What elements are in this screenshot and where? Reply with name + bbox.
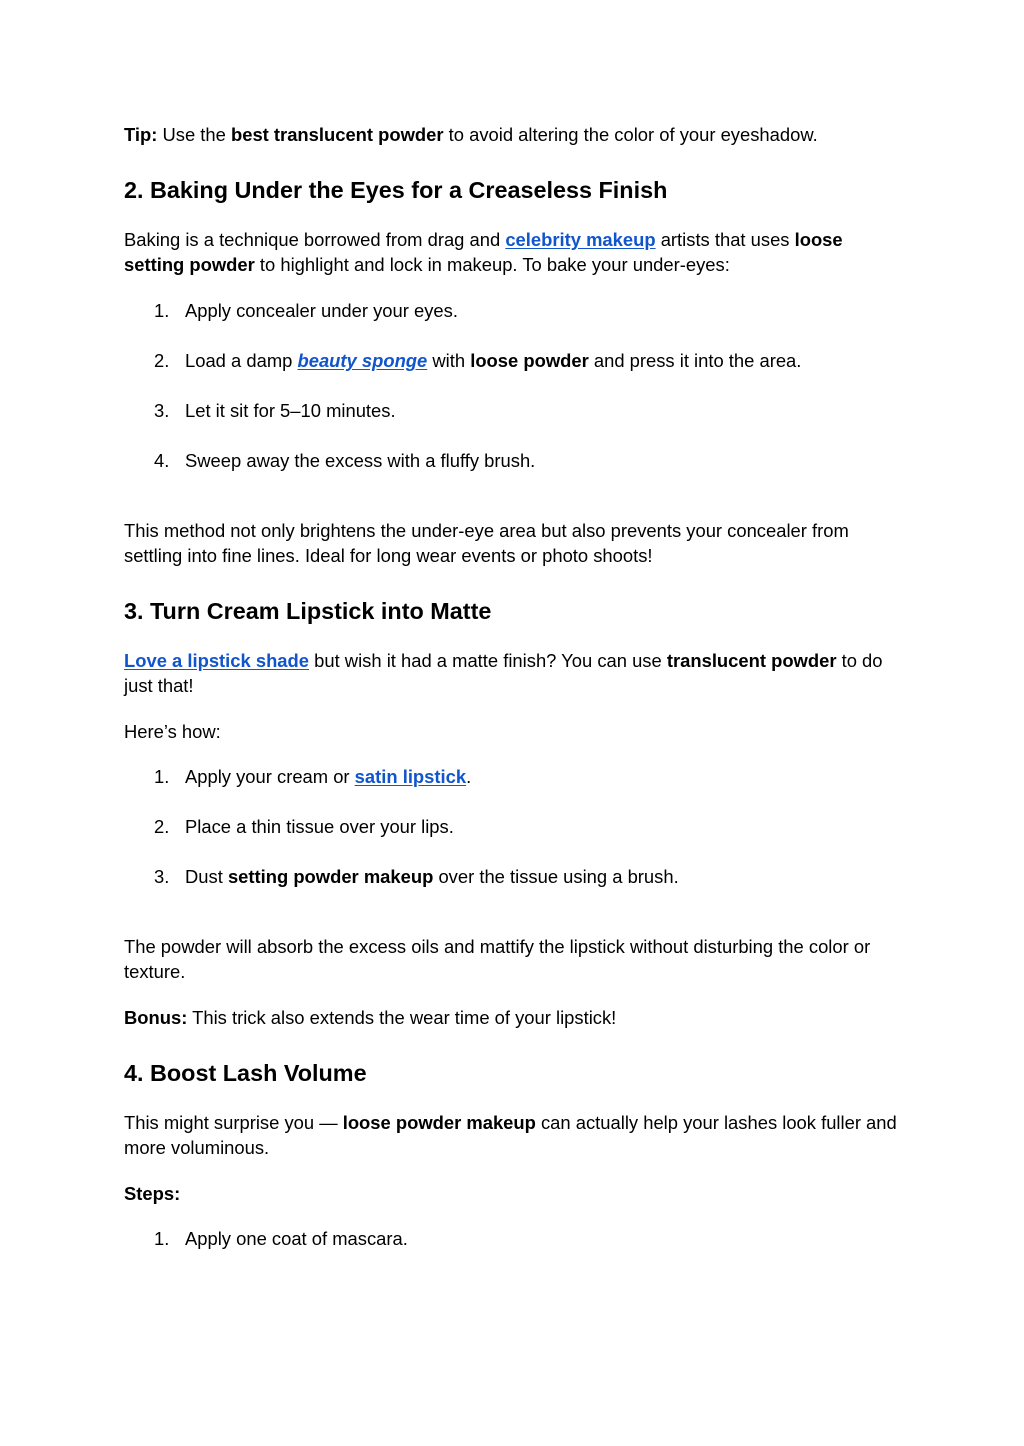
- section-3-intro-text-2: to do just that!: [124, 650, 883, 696]
- list-text-part: and press it into the area.: [588, 350, 802, 371]
- list-number: 1.: [154, 300, 170, 321]
- list-number: 1.: [154, 1228, 170, 1249]
- list-number: 3.: [154, 400, 170, 421]
- list-text: Let it sit for 5–10 minutes.: [185, 400, 396, 421]
- section-3-intro-bold: translucent powder: [666, 650, 837, 671]
- section-4-intro-bold: loose powder makeup: [342, 1112, 536, 1133]
- section-4-intro: [124, 1110, 904, 1160]
- section-3-intro: [124, 648, 904, 698]
- satin-lipstick-link[interactable]: satin lipstick: [354, 766, 467, 787]
- section-3-heading: 3. Turn Cream Lipstick into Matte: [124, 598, 492, 624]
- list-text: Apply one coat of mascara.: [185, 1228, 408, 1249]
- bonus-text: This trick also extends the wear time of your lipstick!: [187, 1007, 617, 1028]
- section-2-intro: [124, 227, 904, 277]
- tip-text-2: to avoid altering the color of your eyeshadow.: [443, 124, 818, 145]
- list-number: 1.: [154, 766, 170, 787]
- section-2-heading: 2. Baking Under the Eyes for a Creaseless Finish: [124, 177, 668, 203]
- list-text: Sweep away the excess with a fluffy brush.: [185, 450, 536, 471]
- list-bold: setting powder makeup: [227, 866, 434, 887]
- bonus-label: Bonus:: [124, 1007, 188, 1028]
- section-2-intro-text-2: artists that uses: [655, 229, 795, 250]
- tip-paragraph: [124, 122, 904, 147]
- list-text: Apply concealer under your eyes.: [185, 300, 458, 321]
- list-bold: loose powder: [470, 350, 589, 371]
- section-2-intro-bold: loose setting powder: [124, 229, 843, 275]
- list-text: Place a thin tissue over your lips.: [185, 816, 454, 837]
- section-4-intro-text-1: This might surprise you —: [124, 1112, 343, 1133]
- list-number: 3.: [154, 866, 170, 887]
- tip-text-1: Use the: [157, 124, 231, 145]
- beauty-sponge-link[interactable]: beauty sponge: [297, 350, 428, 371]
- list-number: 2.: [154, 816, 170, 837]
- section-3-outro: The powder will absorb the excess oils and mattify the lipstick without disturbing the color or texture.: [124, 936, 871, 982]
- steps-label-text: Steps:: [124, 1183, 181, 1204]
- section-4-intro-text-2: can actually help your lashes look fuller and more voluminous.: [124, 1112, 897, 1158]
- list-text-part: with: [427, 350, 471, 371]
- list-text: [185, 864, 679, 889]
- list-text-part: Load a damp: [185, 350, 298, 371]
- list-text-part: Dust: [185, 866, 228, 887]
- heres-how-text: Here’s how:: [124, 721, 221, 742]
- section-2-intro-text-3: to highlight and lock in makeup. To bake your under-eyes:: [254, 254, 730, 275]
- tip-label: Tip:: [124, 124, 158, 145]
- celebrity-makeup-link[interactable]: celebrity makeup: [505, 229, 656, 250]
- bonus-paragraph: [124, 1005, 904, 1030]
- section-3-intro-text-1: but wish it had a matte finish? You can use: [309, 650, 667, 671]
- section-2-outro: This method not only brightens the under-eye area but also prevents your concealer from settling into fine lines. Ideal for long wear events or photo shoots!: [124, 520, 849, 566]
- list-text-part: .: [466, 766, 472, 787]
- tip-bold: best translucent powder: [230, 124, 444, 145]
- list-text-part: over the tissue using a brush.: [433, 866, 679, 887]
- steps-label: [124, 1181, 904, 1206]
- love-a-lipstick-shade-link[interactable]: Love a lipstick shade: [124, 650, 310, 671]
- list-text: [185, 348, 801, 373]
- section-4-heading: 4. Boost Lash Volume: [124, 1060, 367, 1086]
- list-text: [185, 764, 471, 789]
- section-2-intro-text-1: Baking is a technique borrowed from drag and: [124, 229, 506, 250]
- list-text-part: Apply your cream or: [185, 766, 355, 787]
- list-number: 4.: [154, 450, 170, 471]
- list-number: 2.: [154, 350, 170, 371]
